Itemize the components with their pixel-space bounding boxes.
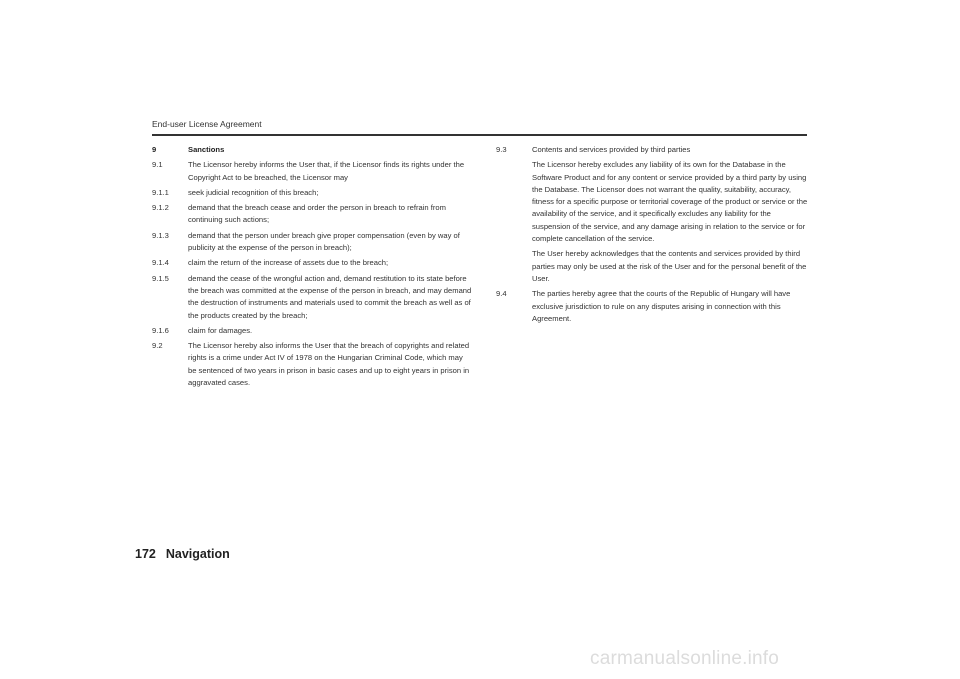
section-9 [152, 144, 472, 156]
right-column [496, 144, 808, 328]
clause-9-4 [496, 288, 808, 325]
clause-text: seek judicial recognition of this breach; [188, 187, 319, 197]
clause-text: The Licensor hereby also informs the User that the breach of copyrights and related rights is a crime under Act IV of 1978 on the Hungarian Criminal Code, which may be sentenced of two years in prison in basic cases and up to eight years in prison in aggravated cases. [188, 341, 470, 388]
clause-9-3-paragraph-1: The Licensor hereby excludes any liability of its own for the Database in the Software Product and for any content or service provided by a third party by using the Database. The Licensor does not warrant the quality, suitability, accuracy, fitness for a specific purpose or territorial coverage of the product or service or the availability of the service, and it specifically excludes any liability for the suspension of the service, and any damage arising in relation to the service or for complete cancellation of the service. [532, 160, 808, 244]
clause-number: 9.1.3 [152, 230, 169, 240]
clause-9-1-6 [152, 325, 472, 337]
clause-9-3-paragraph-2: The User hereby acknowledges that the contents and services provided by third parties may only be used at the risk of the User and for the personal benefit of the User. [532, 249, 807, 283]
clause-9-1-1 [152, 187, 472, 199]
clause-9-1-3 [152, 230, 472, 255]
clause-number: 9.1.4 [152, 258, 169, 268]
clause-9-2 [152, 340, 472, 389]
clause-number: 9.3 [496, 145, 507, 154]
clause-number: 9.4 [496, 289, 507, 299]
page-number: 172 [135, 547, 156, 561]
clause-text: demand the cease of the wrongful action and, demand restitution to its state before the breach was committed at the expense of the person in breach, and may demand the destruction of instruments and materials used to commit the breach as well as of the products created by the breach; [188, 273, 472, 320]
clause-number: 9.1 [152, 160, 163, 170]
clause-text: The parties hereby agree that the courts of the Republic of Hungary will have exclusive jurisdiction to rule on any disputes arising in connection with this Agreement. [532, 289, 791, 323]
clause-number: 9.2 [152, 341, 163, 351]
clause-text: The Licensor hereby informs the User that, if the Licensor finds its rights under the Copyright Act to be breached, the Licensor may [188, 160, 465, 182]
clause-number: 9.1.1 [152, 187, 169, 197]
clause-text: claim the return of the increase of assets due to the breach; [188, 258, 389, 268]
clause-number: 9.1.2 [152, 203, 169, 213]
clause-9-1-5 [152, 273, 472, 322]
page-footer [135, 547, 230, 561]
clause-9-1-2 [152, 202, 472, 227]
clause-number: 9.1.5 [152, 273, 169, 283]
header-rule [152, 134, 807, 136]
section-heading: Sanctions [188, 145, 225, 154]
clause-title: Contents and services provided by third parties [532, 145, 691, 154]
clause-text: demand that the breach cease and order the person in breach to refrain from continuing such actions; [188, 203, 446, 225]
section-number: 9 [152, 145, 157, 154]
left-column [152, 144, 472, 392]
clause-9-3 [496, 144, 808, 156]
clause-number: 9.1.6 [152, 325, 169, 335]
watermark: carmanualsonline.info [590, 648, 780, 669]
running-header: End-user License Agreement [152, 119, 262, 129]
clause-9-1-4 [152, 257, 472, 269]
clause-9-1 [152, 159, 472, 184]
clause-text: demand that the person under breach give proper compensation (even by way of publicity at the expense of the person in breach); [188, 230, 460, 253]
clause-text: claim for damages. [188, 325, 253, 335]
section-name: Navigation [165, 547, 230, 561]
